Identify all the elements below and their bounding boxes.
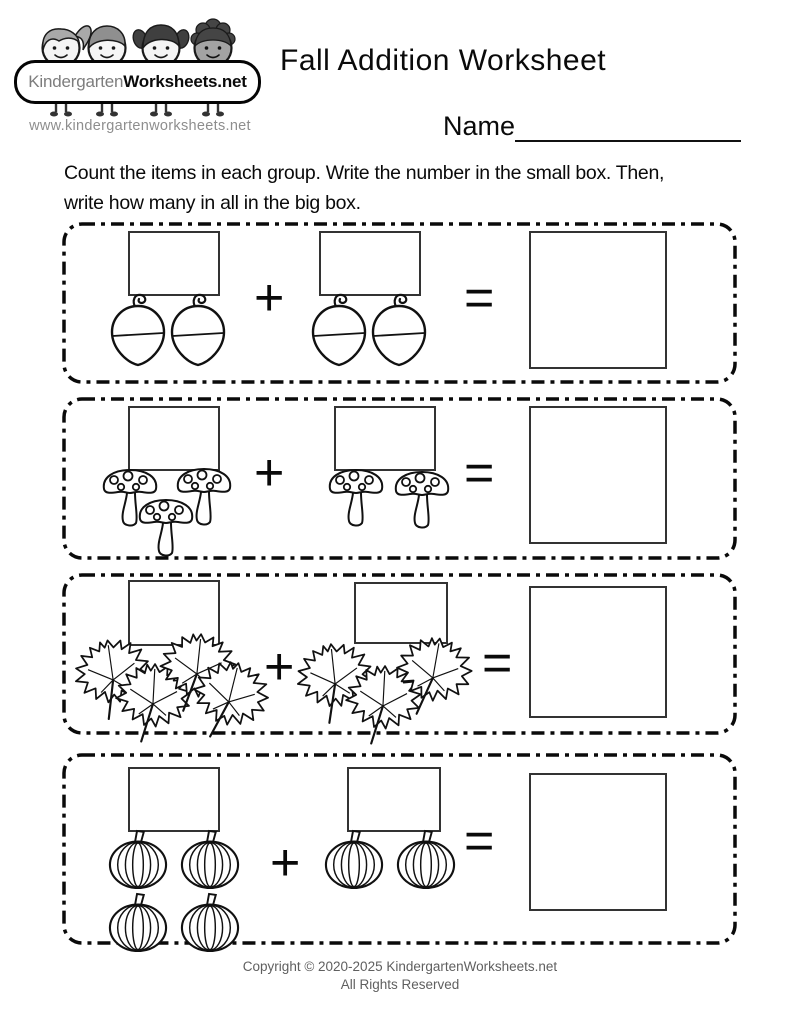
acorn-icon <box>107 292 169 368</box>
footer <box>0 958 800 994</box>
plus-sign: + <box>254 269 285 327</box>
instructions <box>64 158 664 218</box>
logo-banner <box>14 60 261 104</box>
pumpkin-icon <box>178 892 242 952</box>
item-group-left <box>98 463 258 559</box>
item-group-right <box>322 829 468 889</box>
big-answer-box[interactable] <box>529 231 667 369</box>
plus-sign: + <box>270 834 301 892</box>
problem-row-1 <box>62 222 737 384</box>
equals-sign: = <box>482 634 513 692</box>
logo-brand-bold: Worksheets.net <box>123 72 247 91</box>
footer-rights: All Rights Reserved <box>340 977 460 992</box>
leaf-icon <box>387 629 478 725</box>
mushroom-icon <box>392 469 452 533</box>
equals-sign: = <box>464 812 495 870</box>
small-answer-box-left[interactable] <box>128 231 220 296</box>
instructions-line-1: Count the items in each group. Write the number in the small box. Then, <box>64 162 665 184</box>
site-logo <box>14 10 266 140</box>
big-answer-box[interactable] <box>529 773 667 911</box>
big-answer-box[interactable] <box>529 406 667 544</box>
small-answer-box-right[interactable] <box>347 767 441 832</box>
page-title: Fall Addition Worksheet <box>280 44 607 77</box>
item-group-left <box>76 633 268 741</box>
name-label: Name <box>443 111 516 141</box>
acorn-icon <box>308 292 370 368</box>
name-block <box>443 108 741 142</box>
mushroom-icon <box>326 467 386 531</box>
item-group-right <box>306 292 456 377</box>
small-answer-box-right[interactable] <box>334 406 436 471</box>
mushroom-icon <box>136 497 196 561</box>
footer-copyright: Copyright © 2020-2025 KindergartenWorksheets.net <box>242 959 558 974</box>
item-group-left <box>105 292 255 377</box>
big-answer-box[interactable] <box>529 586 667 718</box>
plus-sign: + <box>254 444 285 502</box>
item-group-right <box>324 465 464 545</box>
pumpkin-icon <box>178 829 242 889</box>
equals-sign: = <box>464 444 495 502</box>
logo-url: www.kindergartenworksheets.net <box>29 118 251 134</box>
small-answer-box-left[interactable] <box>128 406 220 471</box>
small-answer-box-left[interactable] <box>128 767 220 832</box>
logo-brand-light: Kindergarten <box>28 72 124 91</box>
acorn-icon <box>167 292 229 368</box>
problems-list <box>62 222 737 945</box>
problem-row-2 <box>62 397 737 560</box>
item-group-left <box>106 829 252 951</box>
equals-sign: = <box>464 269 495 327</box>
acorn-icon <box>368 292 430 368</box>
item-group-right <box>296 635 472 741</box>
pumpkin-icon <box>322 829 386 889</box>
pumpkin-icon <box>394 829 458 889</box>
pumpkin-icon <box>106 892 170 952</box>
pumpkin-icon <box>106 829 170 889</box>
logo-legs-icon <box>14 102 266 118</box>
name-write-line[interactable] <box>515 108 741 142</box>
plus-sign: + <box>264 638 295 696</box>
problem-row-3 <box>62 573 737 735</box>
problem-row-4 <box>62 753 737 945</box>
small-answer-box-right[interactable] <box>319 231 421 296</box>
instructions-line-2: write how many in all in the big box. <box>64 192 361 214</box>
